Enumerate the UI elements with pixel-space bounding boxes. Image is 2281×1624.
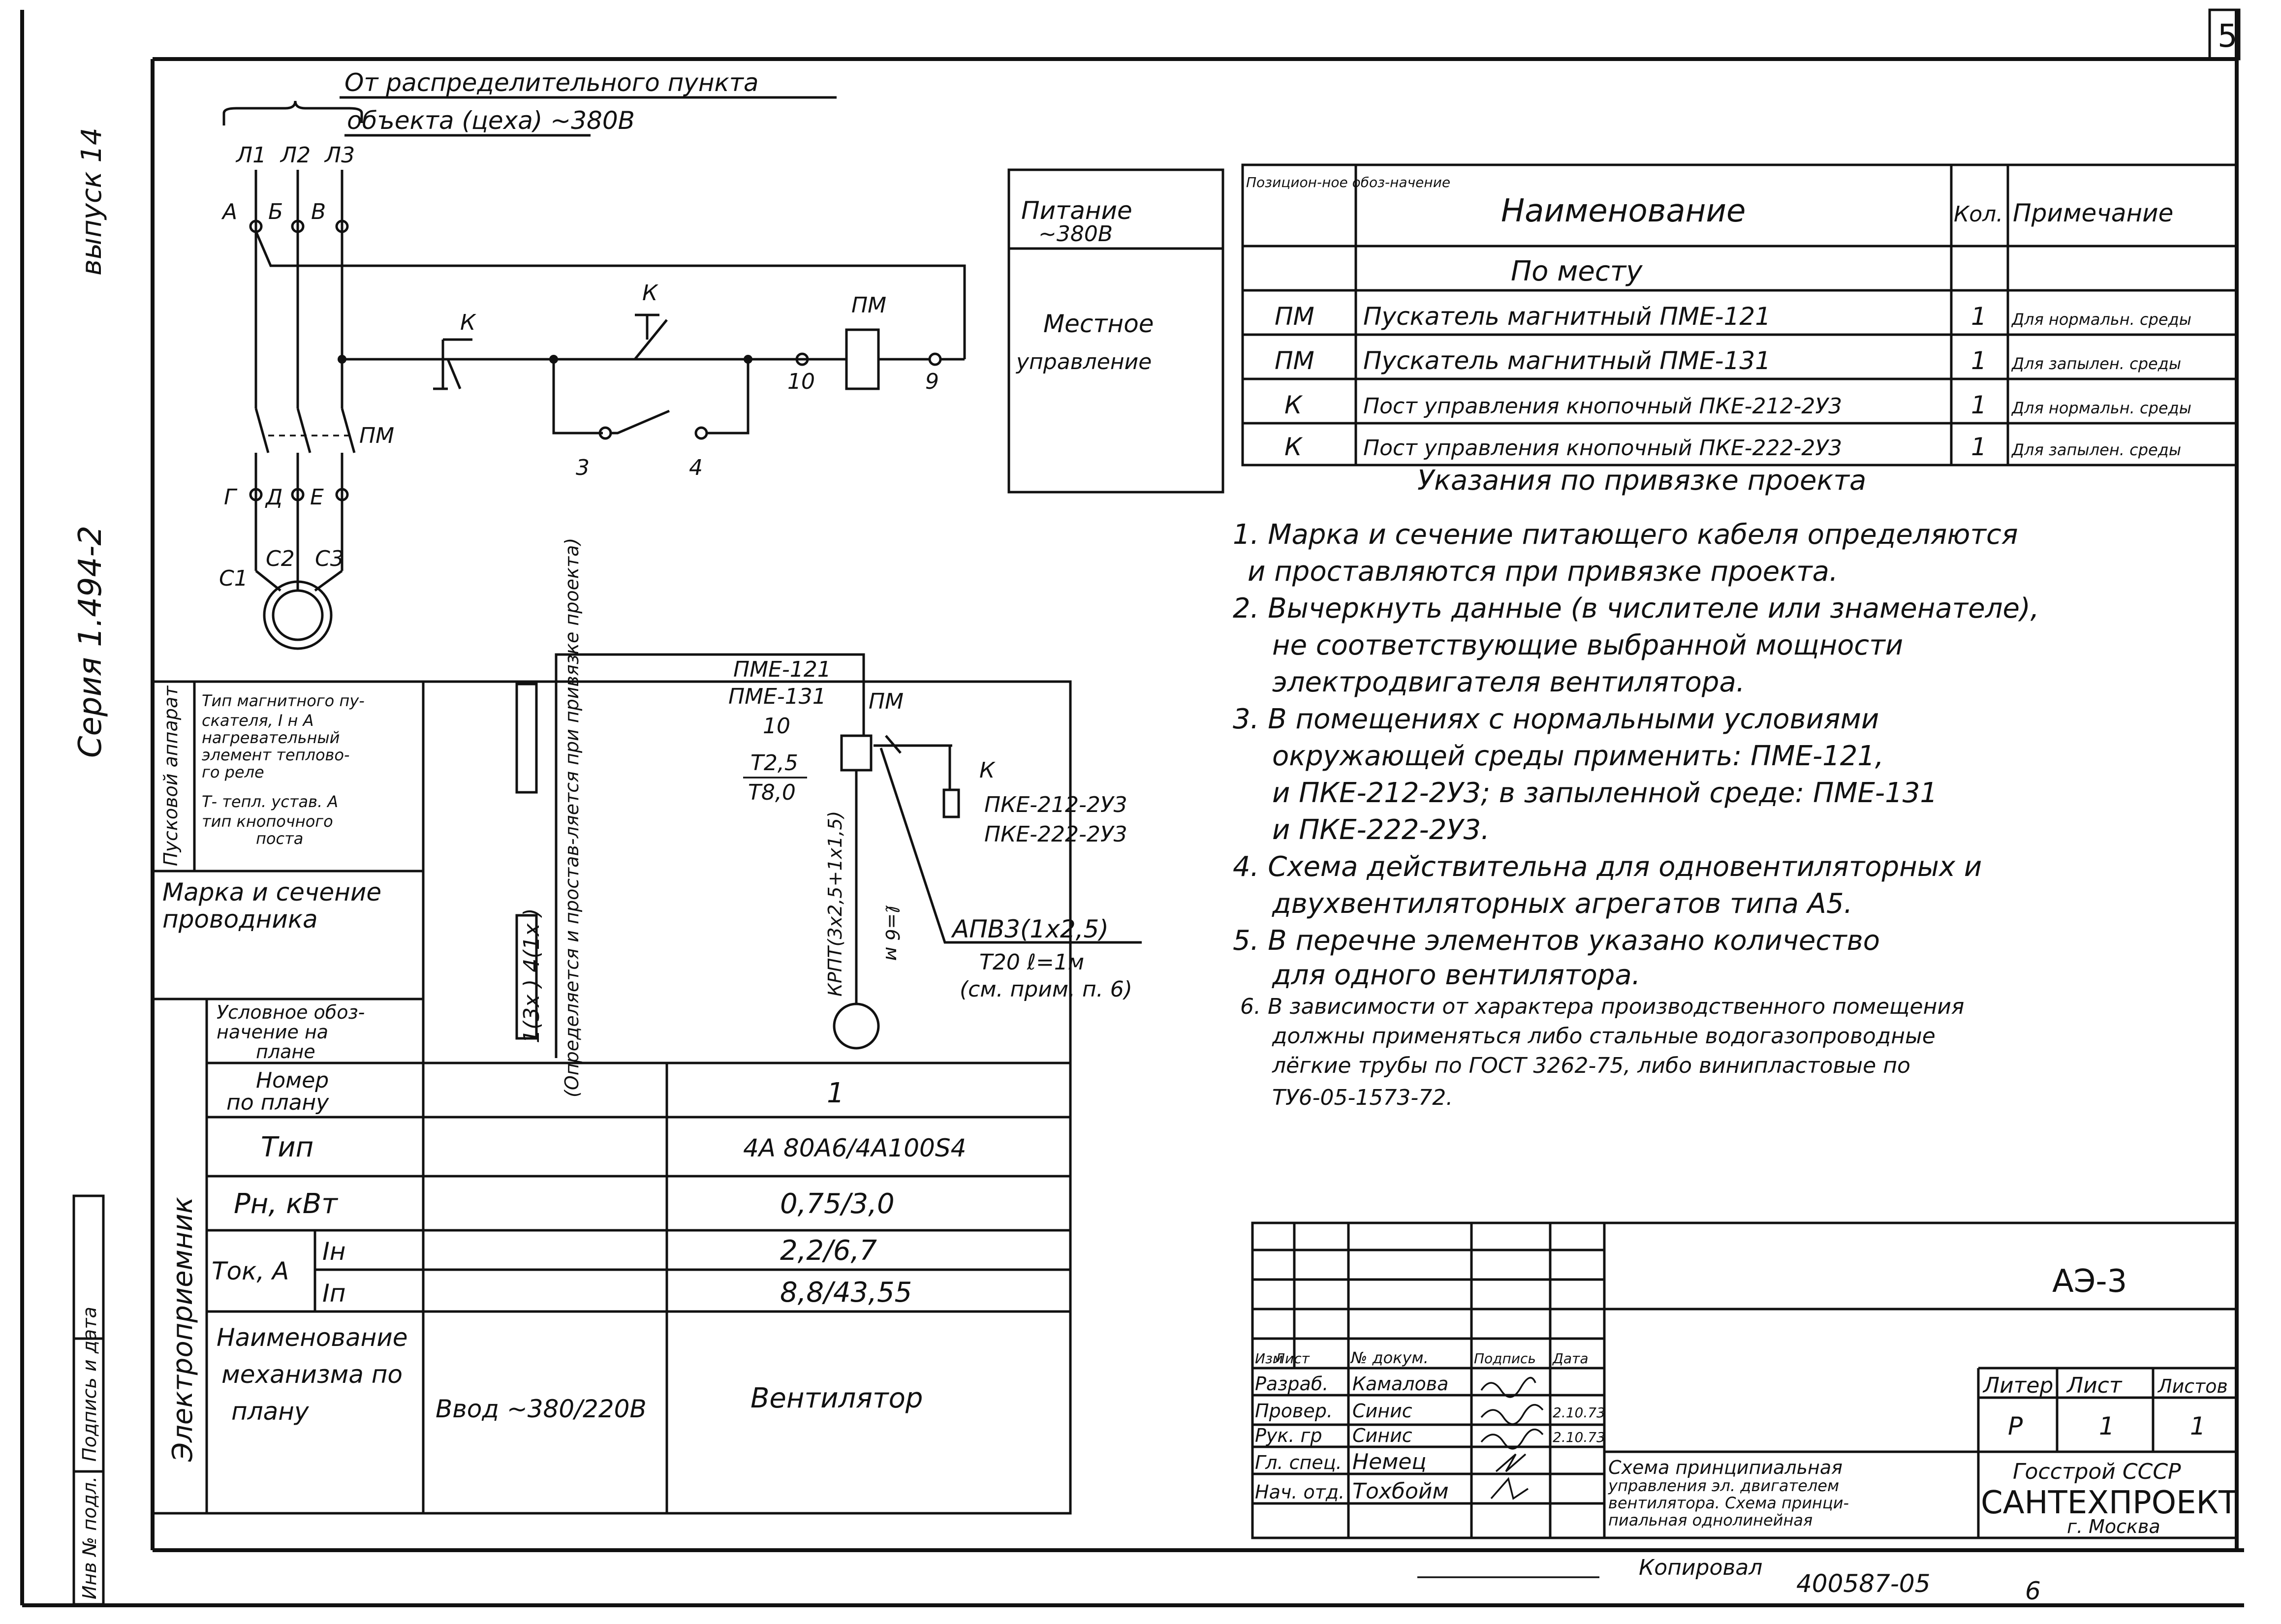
title-org3: г. Москва [2067,1516,2160,1537]
power-box-line1: Питание [1021,196,1132,225]
title-desc-3: вентилятора. Схема принци- [1608,1494,1849,1512]
power-box-line3: Местное [1043,310,1154,338]
title-date-3: 2.10.73 [1553,1429,1605,1445]
phase-label-l3: Л3 [325,143,355,168]
uslovnoe-2: начение на [217,1021,329,1043]
margin-vypusk: выпуск 14 [76,127,108,276]
naim-2: механизма по [221,1360,403,1389]
title-org2: САНТЕХПРОЕКТ [1981,1485,2238,1521]
terminal-label-g: Г [224,485,236,510]
uslovnoe-1: Условное обоз- [217,1001,365,1023]
instruction-line-5: электродвигателя вентилятора. [1272,666,1745,698]
marka-line-1: Марка и сечение [162,878,382,906]
footer-number: 400587-05 [1796,1569,1931,1598]
starter-label: ПМ [359,423,395,448]
title-list: Лист [2067,1373,2122,1398]
instruction-line-11: двухвентиляторных агрегатов типа А5. [1272,888,1853,920]
instruction-line-6: 3. В помещениях с нормальными условиями [1233,703,1879,735]
phase-label-l1: Л1 [236,143,267,168]
footer-copy: Копировал [1639,1555,1763,1580]
component-row-3-qty: 1 [1971,391,1987,419]
instruction-line-12: 5. В перечне элементов указано количество [1233,925,1880,957]
sld-apv: АПВ3(1х2,5) [952,915,1109,943]
instruction-line-3: 2. Вычеркнуть данные (в числителе или знаменателе), [1233,593,2039,625]
ip-label: Iп [322,1279,346,1308]
sld-pke-212: ПКЕ-212-2У3 [984,792,1127,817]
nomer-2: по плану [226,1090,329,1115]
terminal-label-e: Е [310,485,324,510]
puskovoy-desc-5: го реле [202,763,264,781]
title-listov-value: 1 [2190,1412,2206,1440]
component-row-2-note: Для запылен. среды [2012,354,2182,373]
title-listov: Листов [2158,1375,2228,1397]
title-col-date: Дата [1553,1350,1589,1367]
rn-value: 0,75/3,0 [780,1188,895,1220]
phase-label-l2: Л2 [281,143,311,168]
title-name-5: Тохбойм [1352,1479,1449,1504]
instruction-line-1: 1. Марка и сечение питающего кабеля определяются [1233,519,2018,551]
sld-pm: ПМ [869,689,904,714]
title-desc-1: Схема принципиальная [1608,1457,1843,1478]
supply-line2: объекта (цеха) ~380В [347,106,635,135]
terminal-label-a: А [222,199,238,224]
node-label-3: 3 [576,455,590,480]
instruction-line-14: 6. В зависимости от характера производственного помещения [1240,994,1965,1019]
stop-button-label: К [460,310,476,335]
start-button-label: К [642,281,658,306]
in-value: 2,2/6,7 [780,1235,877,1267]
margin-inventory: Инв № подл. [79,1476,100,1599]
title-name-4: Немец [1352,1449,1427,1474]
component-row-2-name: Пускатель магнитный ПМЕ-131 [1363,346,1771,375]
instruction-line-15: должны применяться либо стальные водогазопроводные [1272,1024,1936,1049]
node-label-9: 9 [925,369,939,394]
component-row-3-pos: К [1284,391,1302,419]
instruction-line-2: и проставляются при привязке проекта. [1248,556,1838,588]
instruction-line-7: окружающей среды применить: ПМЕ-121, [1272,740,1884,772]
component-header-note: Примечание [2013,199,2174,227]
naim-1: Наименование [217,1323,408,1352]
sld-cable-length: ℓ=6 м [881,906,903,961]
title-code: АЭ-3 [2052,1263,2127,1300]
terminal-label-b: Б [268,199,283,224]
sld-node-10: 10 [763,714,790,739]
sld-pke-222: ПКЕ-222-2У3 [984,822,1127,847]
sld-feed-cable: 1(3х ) 4(1х ) [519,908,544,1043]
naim-value: Вентилятор [750,1382,923,1414]
power-box-line4: управление [1016,349,1152,375]
instruction-line-8: и ПКЕ-212-2У3; в запыленной среде: ПМЕ-131 [1272,777,1937,809]
motor-label-c2: С2 [266,546,295,571]
table-elektropriemnik: Электроприемник [167,1197,199,1462]
title-desc-4: пиальная однолинейная [1608,1511,1813,1530]
instruction-line-13: для одного вентилятора. [1272,959,1641,991]
margin-series: Серия 1.494-2 [72,525,109,758]
sld-cable: КРПТ(3х2,5+1х1,5) [824,811,846,997]
component-row-2-pos: ПМ [1275,346,1314,375]
marka-line-2: проводника [162,905,318,934]
title-liter: Литер [1983,1373,2054,1398]
nomer-value: 1 [827,1077,844,1109]
title-liter-value: Р [2008,1412,2023,1440]
terminal-label-d: Д [266,485,283,510]
component-header-pos: Позицион-ное обоз-начение [1246,174,1451,190]
coil-label: ПМ [851,293,887,318]
motor-label-c1: С1 [219,566,248,591]
component-row-1-note: Для нормальн. среды [2012,310,2191,329]
sld-pme-121: ПМЕ-121 [733,657,831,682]
naim-3: плану [231,1397,309,1426]
nomer-1: Номер [256,1068,329,1093]
margin-signatures: Подпись и дата [79,1307,100,1462]
puskovoy-desc-3: нагревательный [202,728,340,747]
sld-t80: Т8,0 [748,780,796,805]
component-row-3-note: Для нормальн. среды [2012,399,2191,417]
instruction-line-4: не соответствующие выбранной мощности [1272,629,1904,661]
title-name-2: Синис [1352,1400,1412,1422]
title-org1: Госстрой СССР [2013,1459,2181,1484]
component-header-qty: Кол. [1954,202,2003,227]
node-label-10: 10 [787,369,815,394]
instruction-line-16: лёгкие трубы по ГОСТ 3262-75, либо винипластовые по [1272,1053,1910,1078]
instruction-line-9: и ПКЕ-222-2У3. [1272,814,1490,846]
sld-apv-tube: Т20 ℓ=1м [979,950,1085,975]
table-puskovoy: Пусковой аппарат [160,686,182,866]
in-label: Iн [322,1237,346,1266]
title-role-2: Провер. [1255,1400,1333,1422]
component-row-4-note: Для запылен. среды [2012,440,2182,459]
title-col-list: Лист [1275,1350,1310,1367]
component-row-1-name: Пускатель магнитный ПМЕ-121 [1363,302,1771,331]
sld-feed-note: (Определяется и простав-ляется при привязке проекта) [561,537,583,1097]
title-desc-2: управления эл. двигателем [1608,1476,1840,1495]
instructions-title: Указания по привязке проекта [1417,465,1867,497]
title-role-5: Нач. отд. [1255,1481,1345,1503]
title-role-1: Разраб. [1255,1373,1329,1395]
tip-value: 4А 80А6/4А100S4 [743,1134,967,1162]
title-date-2: 2.10.73 [1553,1405,1605,1421]
node-label-4: 4 [689,455,703,480]
component-row-4-qty: 1 [1971,433,1987,461]
power-circuit [250,170,965,649]
sld-apv-note: (см. прим. п. 6) [960,977,1132,1002]
component-section: По месту [1511,255,1643,287]
component-row-3-name: Пост управления кнопочный ПКЕ-212-2У3 [1363,394,1843,419]
puskovoy-desc-6: Т- тепл. устав. А [202,792,339,811]
title-role-3: Рук. гр [1255,1425,1322,1446]
rn-label: Рн, кВт [234,1188,338,1220]
component-row-4-pos: К [1284,433,1302,461]
power-box-line2: ~380В [1038,221,1113,247]
uslovnoe-3: плане [256,1041,315,1062]
puskovoy-desc-2: скателя, I н А [202,711,314,730]
supply-line1: От распределительного пункта [344,68,759,97]
ip-value: 8,8/43,55 [780,1277,912,1309]
motor-label-c3: С3 [315,546,344,571]
puskovoy-desc-4: элемент теплово- [202,746,350,764]
component-row-4-name: Пост управления кнопочный ПКЕ-222-2У3 [1363,436,1843,461]
vvod-label: Ввод ~380/220В [436,1395,647,1423]
instruction-line-10: 4. Схема действительна для одновентиляторных и [1233,851,1982,883]
footer-sheet: 6 [2025,1577,2041,1605]
title-name-1: Камалова [1352,1373,1449,1395]
title-col-sign: Подпись [1474,1350,1536,1367]
component-row-2-qty: 1 [1971,346,1987,375]
component-row-1-pos: ПМ [1275,302,1314,331]
component-row-1-qty: 1 [1971,302,1987,331]
component-header-name: Наименование [1501,193,1746,229]
title-col-izm: Изм [1255,1350,1283,1367]
sld-pme-131: ПМЕ-131 [728,684,826,709]
title-name-3: Синис [1352,1425,1412,1446]
puskovoy-desc-8: поста [256,829,304,848]
title-list-value: 1 [2099,1412,2115,1440]
sld-t25: Т2,5 [750,750,798,776]
puskovoy-desc-1: Тип магнитного пу- [202,691,365,710]
puskovoy-desc-7: тип кнопочного [202,812,333,831]
tok-label: Ток, А [212,1257,289,1285]
sheet-number: 5 [2218,18,2238,55]
instruction-line-17: ТУ6-05-1573-72. [1272,1085,1453,1110]
title-col-doc: № докум. [1351,1348,1429,1367]
terminal-label-v: В [311,199,326,224]
sld-k: К [979,758,995,783]
tip-label: Тип [261,1131,314,1163]
title-role-4: Гл. спец. [1255,1452,1342,1473]
